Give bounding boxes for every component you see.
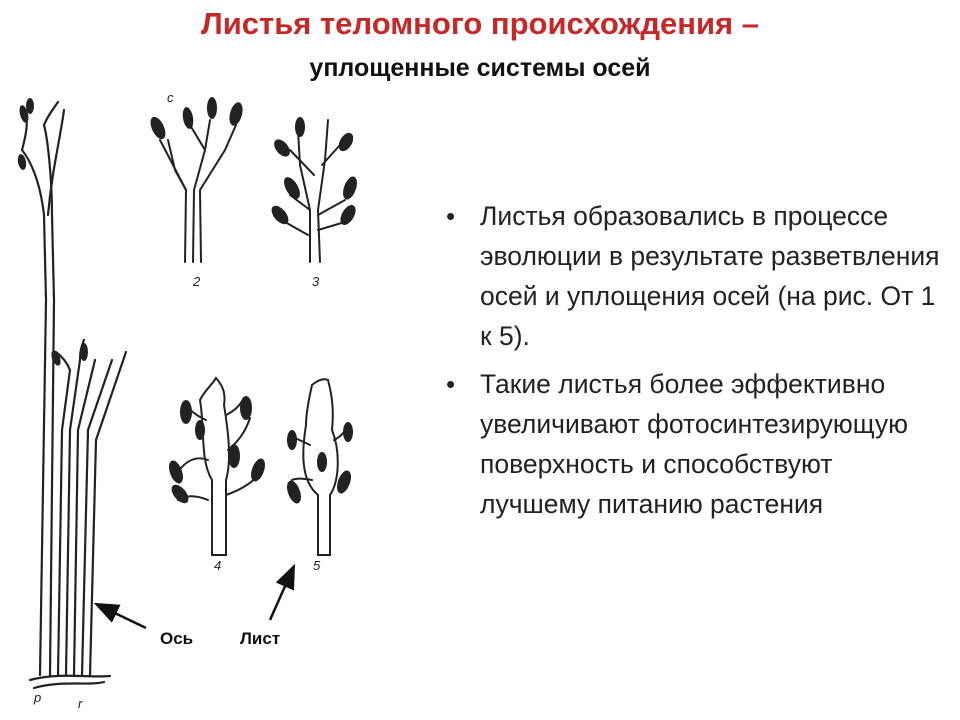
bullet-dot-icon: • <box>446 201 456 231</box>
bullet-dot-icon: • <box>446 369 456 399</box>
figure-number-4: 4 <box>214 558 222 573</box>
figure-number-2: 2 <box>193 274 201 289</box>
letter-p: p <box>34 690 42 705</box>
letter-r: r <box>78 696 83 711</box>
slide-title: Листья теломного происхождения – <box>201 6 759 41</box>
bullet-item <box>440 364 945 524</box>
leaf-arrow <box>270 566 294 620</box>
bullet-text: Листья образовались в процессе эволюции в результате разветвления осей и уплощения осей (на рис. От 1 к 5). <box>480 201 940 351</box>
figure-number-5: 5 <box>313 558 321 573</box>
sporangia-figure-3 <box>268 117 359 228</box>
axis-arrow <box>96 604 146 628</box>
plant-figure-1 <box>22 102 126 688</box>
plant-figure-2 <box>160 120 236 262</box>
label-axis: Ось <box>160 629 194 648</box>
figure-number-3: 3 <box>312 274 320 289</box>
telome-leaf-evolution-figure <box>0 90 430 720</box>
bullet-text: Такие листья более эффективно увеличивают фотосинтезирующую поверхность и способствуют лучшему питанию растения <box>480 369 909 519</box>
bullet-item <box>440 196 945 356</box>
bullet-list <box>440 196 945 532</box>
letter-c: c <box>167 90 174 105</box>
slide-subtitle: уплощенные системы осей <box>309 54 651 82</box>
label-leaf: Лист <box>240 629 281 648</box>
